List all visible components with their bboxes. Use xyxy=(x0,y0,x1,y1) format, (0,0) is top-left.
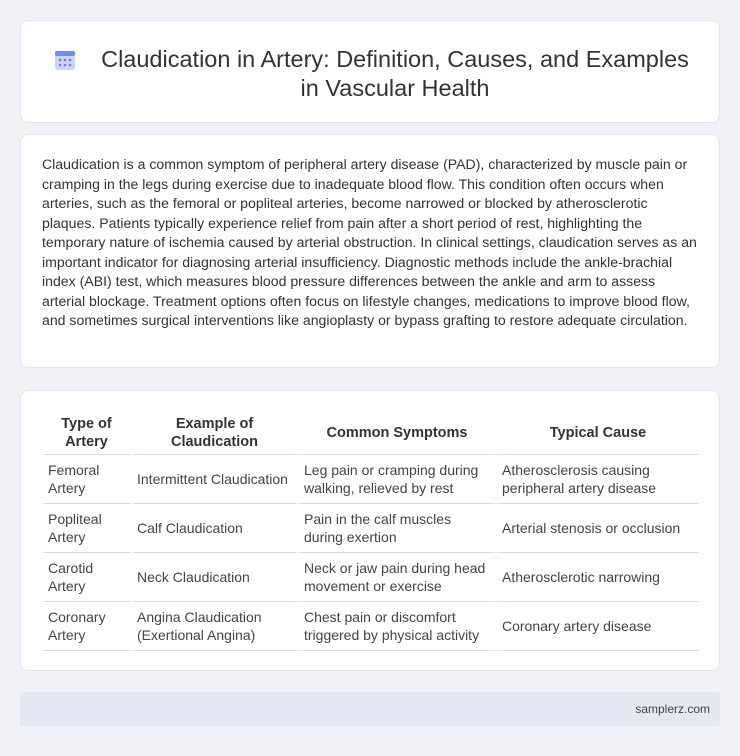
table-row xyxy=(43,503,699,552)
claudication-table xyxy=(43,411,699,651)
table-row xyxy=(43,601,699,650)
cell-type: Coronary Artery xyxy=(43,601,131,650)
cell-example: Neck Claudication xyxy=(131,552,298,601)
title-card xyxy=(20,20,720,123)
cell-example: Angina Claudication (Exertional Angina) xyxy=(131,601,298,650)
intro-paragraph: Claudication is a common symptom of peripheral artery disease (PAD), characterized by muscle pain or cramping in the legs during exercise due to inadequate blood flow. This condition often occurs when arteries, such as the femoral or popliteal arteries, become narrowed or blocked by atherosclerotic plaques. Patients typically experience relief from pain after a short period of rest, highlighting the temporary nature of ischemia caused by arterial obstruction. In clinical settings, claudication serves as an important indicator for diagnosing arterial insufficiency. Diagnostic methods include the ankle-brachial index (ABI) test, which measures blood pressure differences between the ankle and arm to assess arterial blockage. Treatment options often focus on lifestyle changes, medications to improve blood flow, and sometimes surgical interventions like angioplasty or bypass grafting to restore adequate circulation. xyxy=(42,156,697,328)
cell-symptoms: Leg pain or cramping during walking, relieved by rest xyxy=(298,454,496,503)
column-header-cause: Typical Cause xyxy=(496,411,699,454)
cell-example: Calf Claudication xyxy=(131,503,298,552)
cell-symptoms: Chest pain or discomfort triggered by physical activity xyxy=(298,601,496,650)
cell-type: Popliteal Artery xyxy=(43,503,131,552)
footer-site-link[interactable]: samplerz.com xyxy=(635,702,710,716)
cell-type: Femoral Artery xyxy=(43,454,131,503)
footer-bar xyxy=(20,692,720,726)
page-title: Claudication in Artery: Definition, Causes, and Examples in Vascular Health xyxy=(101,46,689,101)
table-row xyxy=(43,454,699,503)
column-header-symptoms: Common Symptoms xyxy=(298,411,496,454)
table-row xyxy=(43,552,699,601)
table-card xyxy=(20,390,720,671)
column-header-example: Example of Claudication xyxy=(131,411,298,454)
cell-cause: Coronary artery disease xyxy=(496,601,699,650)
intro-card xyxy=(20,134,720,368)
cell-symptoms: Neck or jaw pain during head movement or exercise xyxy=(298,552,496,601)
cell-symptoms: Pain in the calf muscles during exertion xyxy=(298,503,496,552)
cell-example: Intermittent Claudication xyxy=(131,454,298,503)
cell-type: Carotid Artery xyxy=(43,552,131,601)
table-header-row xyxy=(43,411,699,454)
column-header-type: Type of Artery xyxy=(43,411,131,454)
cell-cause: Atherosclerotic narrowing xyxy=(496,552,699,601)
cell-cause: Arterial stenosis or occlusion xyxy=(496,503,699,552)
cell-cause: Atherosclerosis causing peripheral artery disease xyxy=(496,454,699,503)
